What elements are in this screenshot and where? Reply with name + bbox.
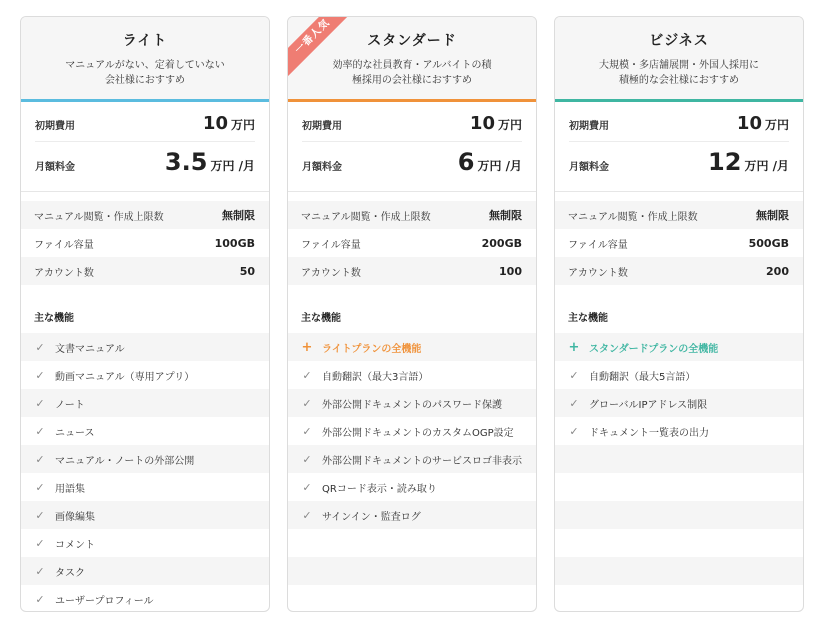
spec-label: ファイル容量 xyxy=(568,239,628,251)
spec-list xyxy=(555,201,803,285)
plan-description xyxy=(21,58,269,88)
checkmark-icon: ✓ xyxy=(302,368,312,382)
spec-label: アカウント数 xyxy=(568,267,628,279)
plan-description xyxy=(555,58,803,88)
spec-value: 200GB xyxy=(481,236,522,250)
plan-description-line: 効率的な社員教育・アルバイトの積 xyxy=(332,60,492,71)
feature-filler-row xyxy=(555,585,803,612)
monthly-fee-unit: 万円 /月 xyxy=(477,159,522,173)
checkmark-icon: ✓ xyxy=(302,424,312,438)
feature-item xyxy=(288,361,536,389)
feature-label: 文書マニュアル xyxy=(55,343,125,355)
monthly-fee-value xyxy=(458,148,522,176)
plan-card-business xyxy=(554,16,804,612)
monthly-fee-label: 月額料金 xyxy=(302,162,342,173)
spec-value: 100 xyxy=(499,264,522,278)
spec-list xyxy=(21,201,269,285)
checkmark-icon: ✓ xyxy=(35,340,45,354)
initial-fee-amount: 10 xyxy=(202,113,228,134)
plan-card-lite xyxy=(20,16,270,612)
feature-label: ノート xyxy=(55,399,85,411)
plan-header xyxy=(288,17,536,99)
feature-label: 画像編集 xyxy=(55,511,95,523)
feature-filler-row xyxy=(288,557,536,585)
checkmark-icon: ✓ xyxy=(35,368,45,382)
checkmark-icon: ✓ xyxy=(35,424,45,438)
feature-item xyxy=(21,333,269,361)
feature-label: QRコード表示・読み取り xyxy=(322,483,437,495)
feature-label: 自動翻訳（最大3言語） xyxy=(322,371,429,383)
initial-fee-unit: 万円 xyxy=(230,118,255,132)
spec-row xyxy=(288,201,536,229)
plan-header xyxy=(555,17,803,99)
monthly-fee-unit: 万円 /月 xyxy=(744,159,789,173)
feature-label: 用語集 xyxy=(55,483,85,495)
feature-item xyxy=(21,501,269,529)
checkmark-icon: ✓ xyxy=(569,424,579,438)
spec-value: 50 xyxy=(239,264,255,278)
price-block xyxy=(288,102,536,192)
plan-name: ビジネス xyxy=(649,33,709,49)
monthly-fee-row xyxy=(569,142,789,188)
plan-card-standard xyxy=(287,16,537,612)
feature-label: 外部公開ドキュメントのサービスロゴ非表示 xyxy=(322,455,522,467)
monthly-fee-value xyxy=(165,148,255,176)
feature-list xyxy=(555,333,803,612)
plan-description-line: 積極的な会社様におすすめ xyxy=(618,75,740,86)
feature-list xyxy=(21,333,269,612)
feature-item xyxy=(555,333,803,361)
feature-label: スタンダードプランの全機能 xyxy=(589,343,719,355)
spec-label: ファイル容量 xyxy=(301,239,361,251)
spec-row xyxy=(555,229,803,257)
checkmark-icon: ✓ xyxy=(35,536,45,550)
features-title: 主な機能 xyxy=(568,313,608,324)
spec-label: ファイル容量 xyxy=(34,239,94,251)
initial-fee-value xyxy=(470,113,522,134)
spec-label: アカウント数 xyxy=(301,267,361,279)
feature-item xyxy=(21,445,269,473)
feature-filler-row xyxy=(555,473,803,501)
initial-fee-row xyxy=(569,113,789,142)
plus-icon: + xyxy=(568,339,580,355)
feature-item xyxy=(555,389,803,417)
spec-label: マニュアル閲覧・作成上限数 xyxy=(301,211,431,223)
feature-label: マニュアル・ノートの外部公開 xyxy=(55,455,195,467)
checkmark-icon: ✓ xyxy=(302,396,312,410)
checkmark-icon: ✓ xyxy=(35,396,45,410)
feature-label: 自動翻訳（最大5言語） xyxy=(589,371,696,383)
monthly-fee-row xyxy=(302,142,522,188)
checkmark-icon: ✓ xyxy=(35,480,45,494)
spec-row xyxy=(555,257,803,285)
checkmark-icon: ✓ xyxy=(35,452,45,466)
plan-description-line: 大規模・多店舗展開・外国人採用に xyxy=(599,60,759,71)
feature-list xyxy=(288,333,536,612)
feature-item xyxy=(288,473,536,501)
feature-item xyxy=(21,389,269,417)
feature-item xyxy=(21,473,269,501)
feature-item xyxy=(21,585,269,612)
feature-item xyxy=(21,361,269,389)
plus-icon: + xyxy=(301,339,313,355)
monthly-fee-label: 月額料金 xyxy=(569,162,609,173)
monthly-fee-amount: 12 xyxy=(708,148,742,176)
initial-fee-value xyxy=(203,113,255,134)
feature-item xyxy=(21,417,269,445)
spec-row xyxy=(288,257,536,285)
spec-value: 無制限 xyxy=(222,209,255,222)
feature-item xyxy=(288,445,536,473)
feature-label: 外部公開ドキュメントのカスタムOGP設定 xyxy=(322,427,514,439)
feature-item xyxy=(288,389,536,417)
initial-fee-amount: 10 xyxy=(736,113,762,134)
initial-fee-amount: 10 xyxy=(469,113,495,134)
spec-label: マニュアル閲覧・作成上限数 xyxy=(34,211,164,223)
initial-fee-label: 初期費用 xyxy=(35,121,75,132)
feature-item xyxy=(288,501,536,529)
monthly-fee-value xyxy=(708,148,789,176)
monthly-fee-amount: 6 xyxy=(457,148,475,176)
monthly-fee-label: 月額料金 xyxy=(35,162,75,173)
monthly-fee-unit: 万円 /月 xyxy=(210,159,255,173)
plan-description-line: 会社様におすすめ xyxy=(104,75,186,86)
feature-item xyxy=(555,361,803,389)
checkmark-icon: ✓ xyxy=(35,592,45,606)
feature-label: 外部公開ドキュメントのパスワード保護 xyxy=(322,399,502,411)
spec-row xyxy=(288,229,536,257)
plan-name: ライト xyxy=(122,33,168,49)
initial-fee-unit: 万円 xyxy=(497,118,522,132)
feature-filler-row xyxy=(288,529,536,557)
plan-header xyxy=(21,17,269,99)
price-block xyxy=(555,102,803,192)
feature-label: ライトプランの全機能 xyxy=(322,343,422,355)
feature-label: ドキュメント一覧表の出力 xyxy=(589,427,709,439)
spec-value: 500GB xyxy=(748,236,789,250)
checkmark-icon: ✓ xyxy=(302,452,312,466)
checkmark-icon: ✓ xyxy=(569,396,579,410)
spec-list xyxy=(288,201,536,285)
checkmark-icon: ✓ xyxy=(302,480,312,494)
initial-fee-value xyxy=(737,113,789,134)
spec-row xyxy=(21,229,269,257)
plan-description-line: マニュアルがない、定着していない xyxy=(65,60,225,71)
initial-fee-row xyxy=(302,113,522,142)
feature-label: ユーザープロフィール xyxy=(55,595,154,607)
feature-label: 動画マニュアル（専用アプリ） xyxy=(55,371,195,383)
spec-value: 無制限 xyxy=(756,209,789,222)
feature-label: タスク xyxy=(55,567,85,579)
spec-label: アカウント数 xyxy=(34,267,94,279)
monthly-fee-row xyxy=(35,142,255,188)
checkmark-icon: ✓ xyxy=(35,564,45,578)
spec-row xyxy=(21,201,269,229)
price-block xyxy=(21,102,269,192)
initial-fee-row xyxy=(35,113,255,142)
initial-fee-unit: 万円 xyxy=(764,118,789,132)
spec-value: 200 xyxy=(766,264,789,278)
feature-filler-row xyxy=(555,445,803,473)
plan-description xyxy=(288,58,536,88)
features-title: 主な機能 xyxy=(34,313,74,324)
feature-item xyxy=(288,333,536,361)
feature-filler-row xyxy=(288,585,536,612)
feature-label: グローバルIPアドレス制限 xyxy=(589,399,708,411)
feature-label: サインイン・監査ログ xyxy=(322,511,421,523)
feature-item xyxy=(21,529,269,557)
spec-value: 無制限 xyxy=(489,209,522,222)
spec-label: マニュアル閲覧・作成上限数 xyxy=(568,211,698,223)
feature-item xyxy=(555,417,803,445)
popular-ribbon: 一番人気 xyxy=(287,16,352,76)
checkmark-icon: ✓ xyxy=(35,508,45,522)
feature-filler-row xyxy=(555,557,803,585)
feature-item xyxy=(21,557,269,585)
initial-fee-label: 初期費用 xyxy=(302,121,342,132)
spec-row xyxy=(555,201,803,229)
spec-row xyxy=(21,257,269,285)
checkmark-icon: ✓ xyxy=(302,508,312,522)
features-title: 主な機能 xyxy=(301,313,341,324)
checkmark-icon: ✓ xyxy=(569,368,579,382)
monthly-fee-amount: 3.5 xyxy=(164,148,208,176)
plan-name: スタンダード xyxy=(367,33,457,49)
feature-filler-row xyxy=(555,529,803,557)
initial-fee-label: 初期費用 xyxy=(569,121,609,132)
feature-item xyxy=(288,417,536,445)
feature-label: ニュース xyxy=(55,427,95,439)
feature-label: コメント xyxy=(55,539,95,551)
spec-value: 100GB xyxy=(214,236,255,250)
plan-description-line: 極採用の会社様におすすめ xyxy=(351,75,473,86)
feature-filler-row xyxy=(555,501,803,529)
